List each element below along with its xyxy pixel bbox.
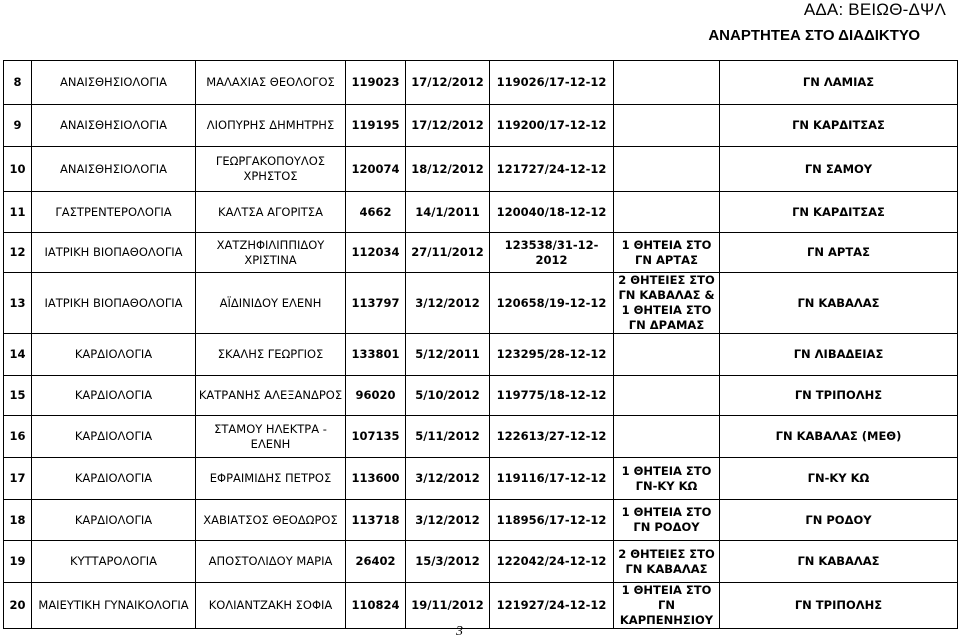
cell-spec: ΚΑΡΔΙΟΛΟΓΙΑ — [32, 334, 196, 376]
cell-code: 4662 — [346, 192, 406, 233]
cell-name: ΕΦΡΑΙΜΙΔΗΣ ΠΕΤΡΟΣ — [196, 458, 346, 500]
cell-hosp: ΓΝ ΚΑΡΔΙΤΣΑΣ — [720, 192, 958, 233]
cell-spec: ΑΝΑΙΣΘΗΣΙΟΛΟΓΙΑ — [32, 147, 196, 192]
cell-protocol: 121927/24-12-12 — [490, 583, 614, 629]
table-row — [4, 61, 958, 105]
cell-protocol: 123295/28-12-12 — [490, 334, 614, 376]
cell-hosp: ΓΝ ΛΙΒΑΔΕΙΑΣ — [720, 334, 958, 376]
cell-name: ΑΠΟΣΤΟΛΙΔΟΥ ΜΑΡΙΑ — [196, 541, 346, 583]
cell-spec: ΚΑΡΔΙΟΛΟΓΙΑ — [32, 500, 196, 541]
assignments-table — [3, 60, 958, 629]
cell-avail — [614, 376, 720, 416]
cell-avail — [614, 192, 720, 233]
cell-code: 113718 — [346, 500, 406, 541]
table-row — [4, 416, 958, 458]
cell-code: 119195 — [346, 105, 406, 147]
cell-hosp: ΓΝ ΚΑΒΑΛΑΣ — [720, 273, 958, 334]
cell-hosp: ΓΝ ΚΑΒΑΛΑΣ — [720, 541, 958, 583]
table-row — [4, 334, 958, 376]
cell-name: ΚΑΛΤΣΑ ΑΓΟΡΙΤΣΑ — [196, 192, 346, 233]
cell-avail: 1 ΘΗΤΕΙΑ ΣΤΟ ΓΝ ΡΟΔΟΥ — [614, 500, 720, 541]
cell-protocol: 122613/27-12-12 — [490, 416, 614, 458]
cell-hosp: ΓΝ ΑΡΤΑΣ — [720, 233, 958, 273]
cell-name: ΓΕΩΡΓΑΚΟΠΟΥΛΟΣ ΧΡΗΣΤΟΣ — [196, 147, 346, 192]
cell-num: 11 — [4, 192, 32, 233]
cell-code: 107135 — [346, 416, 406, 458]
cell-name: ΑΪΔΙΝΙΔΟΥ ΕΛΕΝΗ — [196, 273, 346, 334]
cell-date: 3/12/2012 — [406, 500, 490, 541]
cell-avail — [614, 416, 720, 458]
cell-num: 14 — [4, 334, 32, 376]
cell-spec: ΙΑΤΡΙΚΗ ΒΙΟΠΑΘΟΛΟΓΙΑ — [32, 233, 196, 273]
cell-protocol: 123538/31-12-2012 — [490, 233, 614, 273]
cell-date: 5/10/2012 — [406, 376, 490, 416]
cell-date: 19/11/2012 — [406, 583, 490, 629]
table-row — [4, 147, 958, 192]
table-row — [4, 458, 958, 500]
cell-avail — [614, 147, 720, 192]
cell-protocol: 118956/17-12-12 — [490, 500, 614, 541]
cell-hosp: ΓΝ ΣΑΜΟΥ — [720, 147, 958, 192]
cell-spec: ΙΑΤΡΙΚΗ ΒΙΟΠΑΘΟΛΟΓΙΑ — [32, 273, 196, 334]
cell-code: 119023 — [346, 61, 406, 105]
table-row — [4, 273, 958, 334]
cell-hosp: ΓΝ ΛΑΜΙΑΣ — [720, 61, 958, 105]
cell-num: 20 — [4, 583, 32, 629]
cell-date: 17/12/2012 — [406, 61, 490, 105]
cell-hosp: ΓΝ ΚΑΒΑΛΑΣ (ΜΕΘ) — [720, 416, 958, 458]
cell-date: 3/12/2012 — [406, 273, 490, 334]
cell-code: 112034 — [346, 233, 406, 273]
cell-spec: ΓΑΣΤΡΕΝΤΕΡΟΛΟΓΙΑ — [32, 192, 196, 233]
cell-date: 15/3/2012 — [406, 541, 490, 583]
cell-num: 16 — [4, 416, 32, 458]
cell-avail — [614, 105, 720, 147]
table-row — [4, 500, 958, 541]
cell-num: 9 — [4, 105, 32, 147]
cell-name: ΚΑΤΡΑΝΗΣ ΑΛΕΞΑΝΔΡΟΣ — [196, 376, 346, 416]
cell-avail: 1 ΘΗΤΕΙΑ ΣΤΟ ΓΝ-ΚΥ ΚΩ — [614, 458, 720, 500]
cell-hosp: ΓΝ ΤΡΙΠΟΛΗΣ — [720, 376, 958, 416]
cell-num: 18 — [4, 500, 32, 541]
ada-code: ΑΔΑ: ΒΕΙΩΘ-ΔΨΛ — [803, 0, 946, 19]
cell-code: 110824 — [346, 583, 406, 629]
cell-protocol: 119116/17-12-12 — [490, 458, 614, 500]
cell-avail: 1 ΘΗΤΕΙΑ ΣΤΟ ΓΝ ΑΡΤΑΣ — [614, 233, 720, 273]
cell-name: ΧΑΤΖΗΦΙΛΙΠΠΙΔΟΥ ΧΡΙΣΤΙΝΑ — [196, 233, 346, 273]
cell-protocol: 120040/18-12-12 — [490, 192, 614, 233]
cell-date: 17/12/2012 — [406, 105, 490, 147]
cell-spec: ΚΑΡΔΙΟΛΟΓΙΑ — [32, 458, 196, 500]
cell-avail — [614, 61, 720, 105]
cell-num: 17 — [4, 458, 32, 500]
cell-num: 19 — [4, 541, 32, 583]
cell-name: ΚΟΛΙΑΝΤΖΑΚΗ ΣΟΦΙΑ — [196, 583, 346, 629]
cell-num: 13 — [4, 273, 32, 334]
cell-spec: ΚΑΡΔΙΟΛΟΓΙΑ — [32, 416, 196, 458]
cell-name: ΣΤΑΜΟΥ ΗΛΕΚΤΡΑ - ΕΛΕΝΗ — [196, 416, 346, 458]
cell-protocol: 120658/19-12-12 — [490, 273, 614, 334]
cell-avail: 2 ΘΗΤΕΙΕΣ ΣΤΟ ΓΝ ΚΑΒΑΛΑΣ — [614, 541, 720, 583]
cell-spec: ΚΥΤΤΑΡΟΛΟΓΙΑ — [32, 541, 196, 583]
cell-spec: ΚΑΡΔΙΟΛΟΓΙΑ — [32, 376, 196, 416]
cell-hosp: ΓΝ ΡΟΔΟΥ — [720, 500, 958, 541]
cell-date: 5/12/2011 — [406, 334, 490, 376]
cell-hosp: ΓΝ ΚΑΡΔΙΤΣΑΣ — [720, 105, 958, 147]
cell-name: ΛΙΟΠΥΡΗΣ ΔΗΜΗΤΡΗΣ — [196, 105, 346, 147]
cell-hosp: ΓΝ ΤΡΙΠΟΛΗΣ — [720, 583, 958, 629]
cell-num: 12 — [4, 233, 32, 273]
table-row — [4, 376, 958, 416]
cell-date: 18/12/2012 — [406, 147, 490, 192]
cell-code: 133801 — [346, 334, 406, 376]
cell-num: 10 — [4, 147, 32, 192]
cell-code: 96020 — [346, 376, 406, 416]
cell-protocol: 119775/18-12-12 — [490, 376, 614, 416]
cell-code: 26402 — [346, 541, 406, 583]
cell-avail: 2 ΘΗΤΕΙΕΣ ΣΤΟ ΓΝ ΚΑΒΑΛΑΣ & 1 ΘΗΤΕΙΑ ΣΤΟ ΓΝ ΔΡΑΜΑΣ — [614, 273, 720, 334]
cell-spec: ΜΑΙΕΥΤΙΚΗ ΓΥΝΑΙΚΟΛΟΓΙΑ — [32, 583, 196, 629]
cell-code: 113797 — [346, 273, 406, 334]
cell-protocol: 122042/24-12-12 — [490, 541, 614, 583]
table-row — [4, 105, 958, 147]
cell-protocol: 119200/17-12-12 — [490, 105, 614, 147]
cell-date: 27/11/2012 — [406, 233, 490, 273]
cell-hosp: ΓΝ-ΚΥ ΚΩ — [720, 458, 958, 500]
cell-avail — [614, 334, 720, 376]
cell-protocol: 121727/24-12-12 — [490, 147, 614, 192]
cell-spec: ΑΝΑΙΣΘΗΣΙΟΛΟΓΙΑ — [32, 105, 196, 147]
cell-num: 15 — [4, 376, 32, 416]
publication-notice: ΑΝΑΡΤΗΤΕΑ ΣΤΟ ΔΙΑΔΙΚΤΥΟ — [708, 27, 920, 44]
cell-name: ΜΑΛΑΧΙΑΣ ΘΕΟΛΟΓΟΣ — [196, 61, 346, 105]
table-row — [4, 541, 958, 583]
cell-code: 120074 — [346, 147, 406, 192]
cell-name: ΧΑΒΙΑΤΣΟΣ ΘΕΟΔΩΡΟΣ — [196, 500, 346, 541]
cell-avail: 1 ΘΗΤΕΙΑ ΣΤΟ ΓΝ ΚΑΡΠΕΝΗΣΙΟΥ — [614, 583, 720, 629]
cell-spec: ΑΝΑΙΣΘΗΣΙΟΛΟΓΙΑ — [32, 61, 196, 105]
cell-protocol: 119026/17-12-12 — [490, 61, 614, 105]
page-number: 3 — [456, 624, 463, 639]
cell-date: 14/1/2011 — [406, 192, 490, 233]
table-row — [4, 192, 958, 233]
table-row — [4, 583, 958, 629]
cell-date: 5/11/2012 — [406, 416, 490, 458]
cell-code: 113600 — [346, 458, 406, 500]
cell-num: 8 — [4, 61, 32, 105]
cell-name: ΣΚΑΛΗΣ ΓΕΩΡΓΙΟΣ — [196, 334, 346, 376]
cell-date: 3/12/2012 — [406, 458, 490, 500]
table-row — [4, 233, 958, 273]
